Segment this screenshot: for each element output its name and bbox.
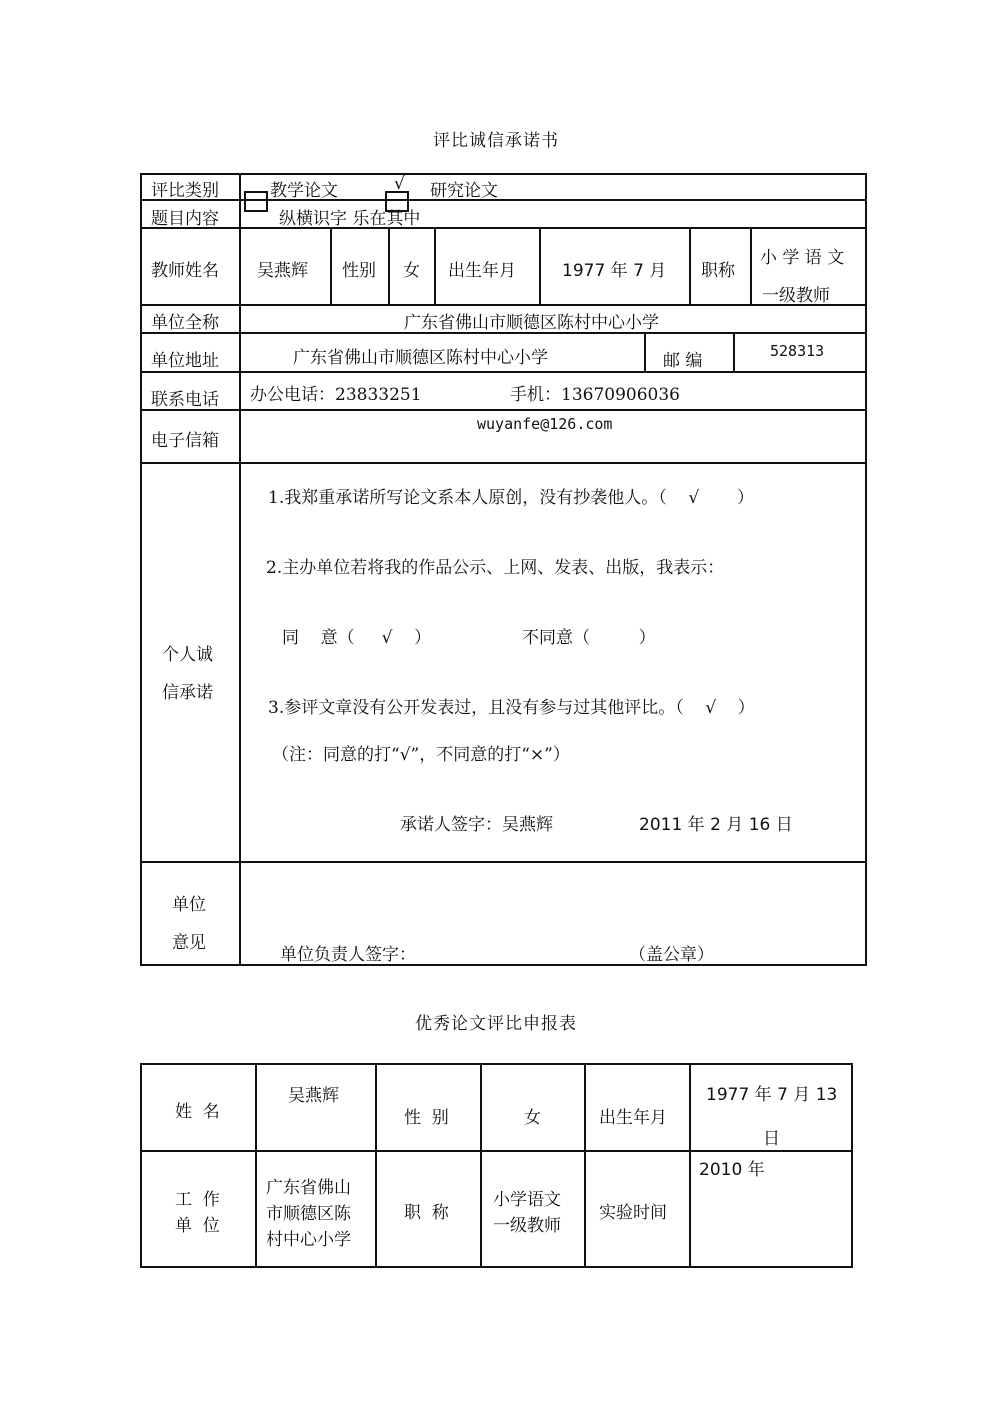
category-label: 评比类别 (151, 181, 219, 201)
cell-divider (644, 332, 646, 371)
app-birth-label: 出生年月 (599, 1108, 667, 1128)
app-work-label-line2: 单 位 (175, 1216, 220, 1236)
cell-divider (539, 227, 541, 304)
pledge-item-1: 1.我郑重承诺所写论文系本人原创，没有抄袭他人。（ √ ） (268, 488, 754, 508)
app-exp-label: 实验时间 (599, 1203, 667, 1223)
pledge-item-2: 2.主办单位若将我的作品公示、上网、发表、出版，我表示： (266, 558, 725, 578)
row-divider (140, 861, 865, 863)
opinion-label-line2: 意见 (172, 933, 206, 953)
label-column-divider (239, 173, 241, 964)
app-name-label: 姓 名 (175, 1102, 220, 1122)
cell-divider (330, 227, 332, 304)
check-mark: √ (394, 174, 405, 194)
pledge-date[interactable]: 2011 年 2 月 16 日 (639, 815, 793, 835)
cell-divider (255, 1063, 257, 1266)
unit-leader-signature[interactable]: 单位负责人签字： (280, 945, 416, 965)
app-work-label-line1: 工 作 (175, 1190, 220, 1210)
pledge-label-line2: 信承诺 (162, 683, 213, 703)
pledge-signature[interactable]: 承诺人签字：吴燕辉 (400, 815, 553, 835)
office-phone[interactable]: 办公电话：23833251 (250, 385, 422, 405)
birth-label: 出生年月 (448, 261, 516, 281)
agree-option[interactable]: 同 意（ √ ） (282, 628, 432, 648)
cell-divider (434, 227, 436, 304)
phone-label: 联系电话 (151, 390, 219, 410)
pledge-note: （注：同意的打“√”，不同意的打“×”） (272, 745, 570, 765)
cell-divider (480, 1063, 482, 1266)
app-rank-line2[interactable]: 一级教师 (493, 1216, 561, 1236)
form2-title: 优秀论文评比申报表 (415, 1014, 577, 1034)
pledge-item-3: 3.参评文章没有公开发表过，且没有参与过其他评比。（ √ ） (268, 698, 755, 718)
address-label: 单位地址 (151, 351, 219, 371)
cell-divider (388, 227, 390, 304)
app-work-line2[interactable]: 市顺德区陈 (266, 1204, 351, 1224)
app-name[interactable]: 吴燕辉 (288, 1086, 339, 1106)
gender-value[interactable]: 女 (403, 261, 420, 281)
rank-value-line1[interactable]: 小 学 语 文 (760, 248, 845, 268)
unit-label: 单位全称 (151, 313, 219, 333)
rank-label: 职称 (701, 261, 735, 281)
email-value[interactable]: wuyanfe@126.com (477, 415, 613, 433)
cell-divider (733, 332, 735, 371)
option-research-label: 研究论文 (430, 181, 498, 201)
topic-label: 题目内容 (151, 209, 219, 229)
row-divider (140, 371, 865, 373)
teacher-name[interactable]: 吴燕辉 (257, 261, 308, 281)
app-birth-line2[interactable]: 日 (763, 1129, 780, 1149)
cell-divider (375, 1063, 377, 1266)
topic-value[interactable]: 纵横识字 乐在其中 (279, 209, 421, 229)
postcode-value[interactable]: 528313 (770, 342, 825, 360)
teacher-name-label: 教师姓名 (151, 261, 219, 281)
app-rank-label: 职 称 (404, 1203, 449, 1223)
official-seal: （盖公章） (629, 945, 714, 965)
app-rank-line1[interactable]: 小学语文 (493, 1190, 561, 1210)
row-divider (140, 462, 865, 464)
row-divider (140, 304, 865, 306)
option-thesis-label: 教学论文 (270, 181, 338, 201)
pledge-label-line1: 个人诚 (162, 645, 213, 665)
row-divider (140, 1150, 851, 1152)
opinion-label-line1: 单位 (172, 895, 206, 915)
cell-divider (689, 1063, 691, 1266)
app-gender[interactable]: 女 (524, 1108, 541, 1128)
mobile-phone[interactable]: 手机：13670906036 (510, 385, 680, 405)
row-divider (140, 227, 865, 229)
email-label: 电子信箱 (151, 431, 219, 451)
birth-value[interactable]: 1977 年 7 月 (562, 261, 667, 281)
rank-value-line2[interactable]: 一级教师 (762, 286, 830, 306)
cell-divider (750, 227, 752, 304)
address-value[interactable]: 广东省佛山市顺德区陈村中心小学 (293, 348, 548, 368)
cell-divider (689, 227, 691, 304)
unit-value[interactable]: 广东省佛山市顺德区陈村中心小学 (404, 313, 659, 333)
gender-label: 性别 (342, 261, 376, 281)
app-birth-line1[interactable]: 1977 年 7 月 13 (706, 1085, 838, 1105)
row-divider (140, 409, 865, 411)
postcode-label: 邮 编 (663, 351, 703, 371)
app-exp-value[interactable]: 2010 年 (699, 1160, 765, 1180)
disagree-option[interactable]: 不同意（ ） (522, 628, 656, 648)
form1-title: 评比诚信承诺书 (433, 131, 559, 151)
option-thesis-checkbox[interactable] (244, 191, 268, 212)
app-work-line3[interactable]: 村中心小学 (266, 1230, 351, 1250)
app-work-line1[interactable]: 广东省佛山 (266, 1178, 351, 1198)
cell-divider (584, 1063, 586, 1266)
app-gender-label: 性 别 (404, 1108, 449, 1128)
